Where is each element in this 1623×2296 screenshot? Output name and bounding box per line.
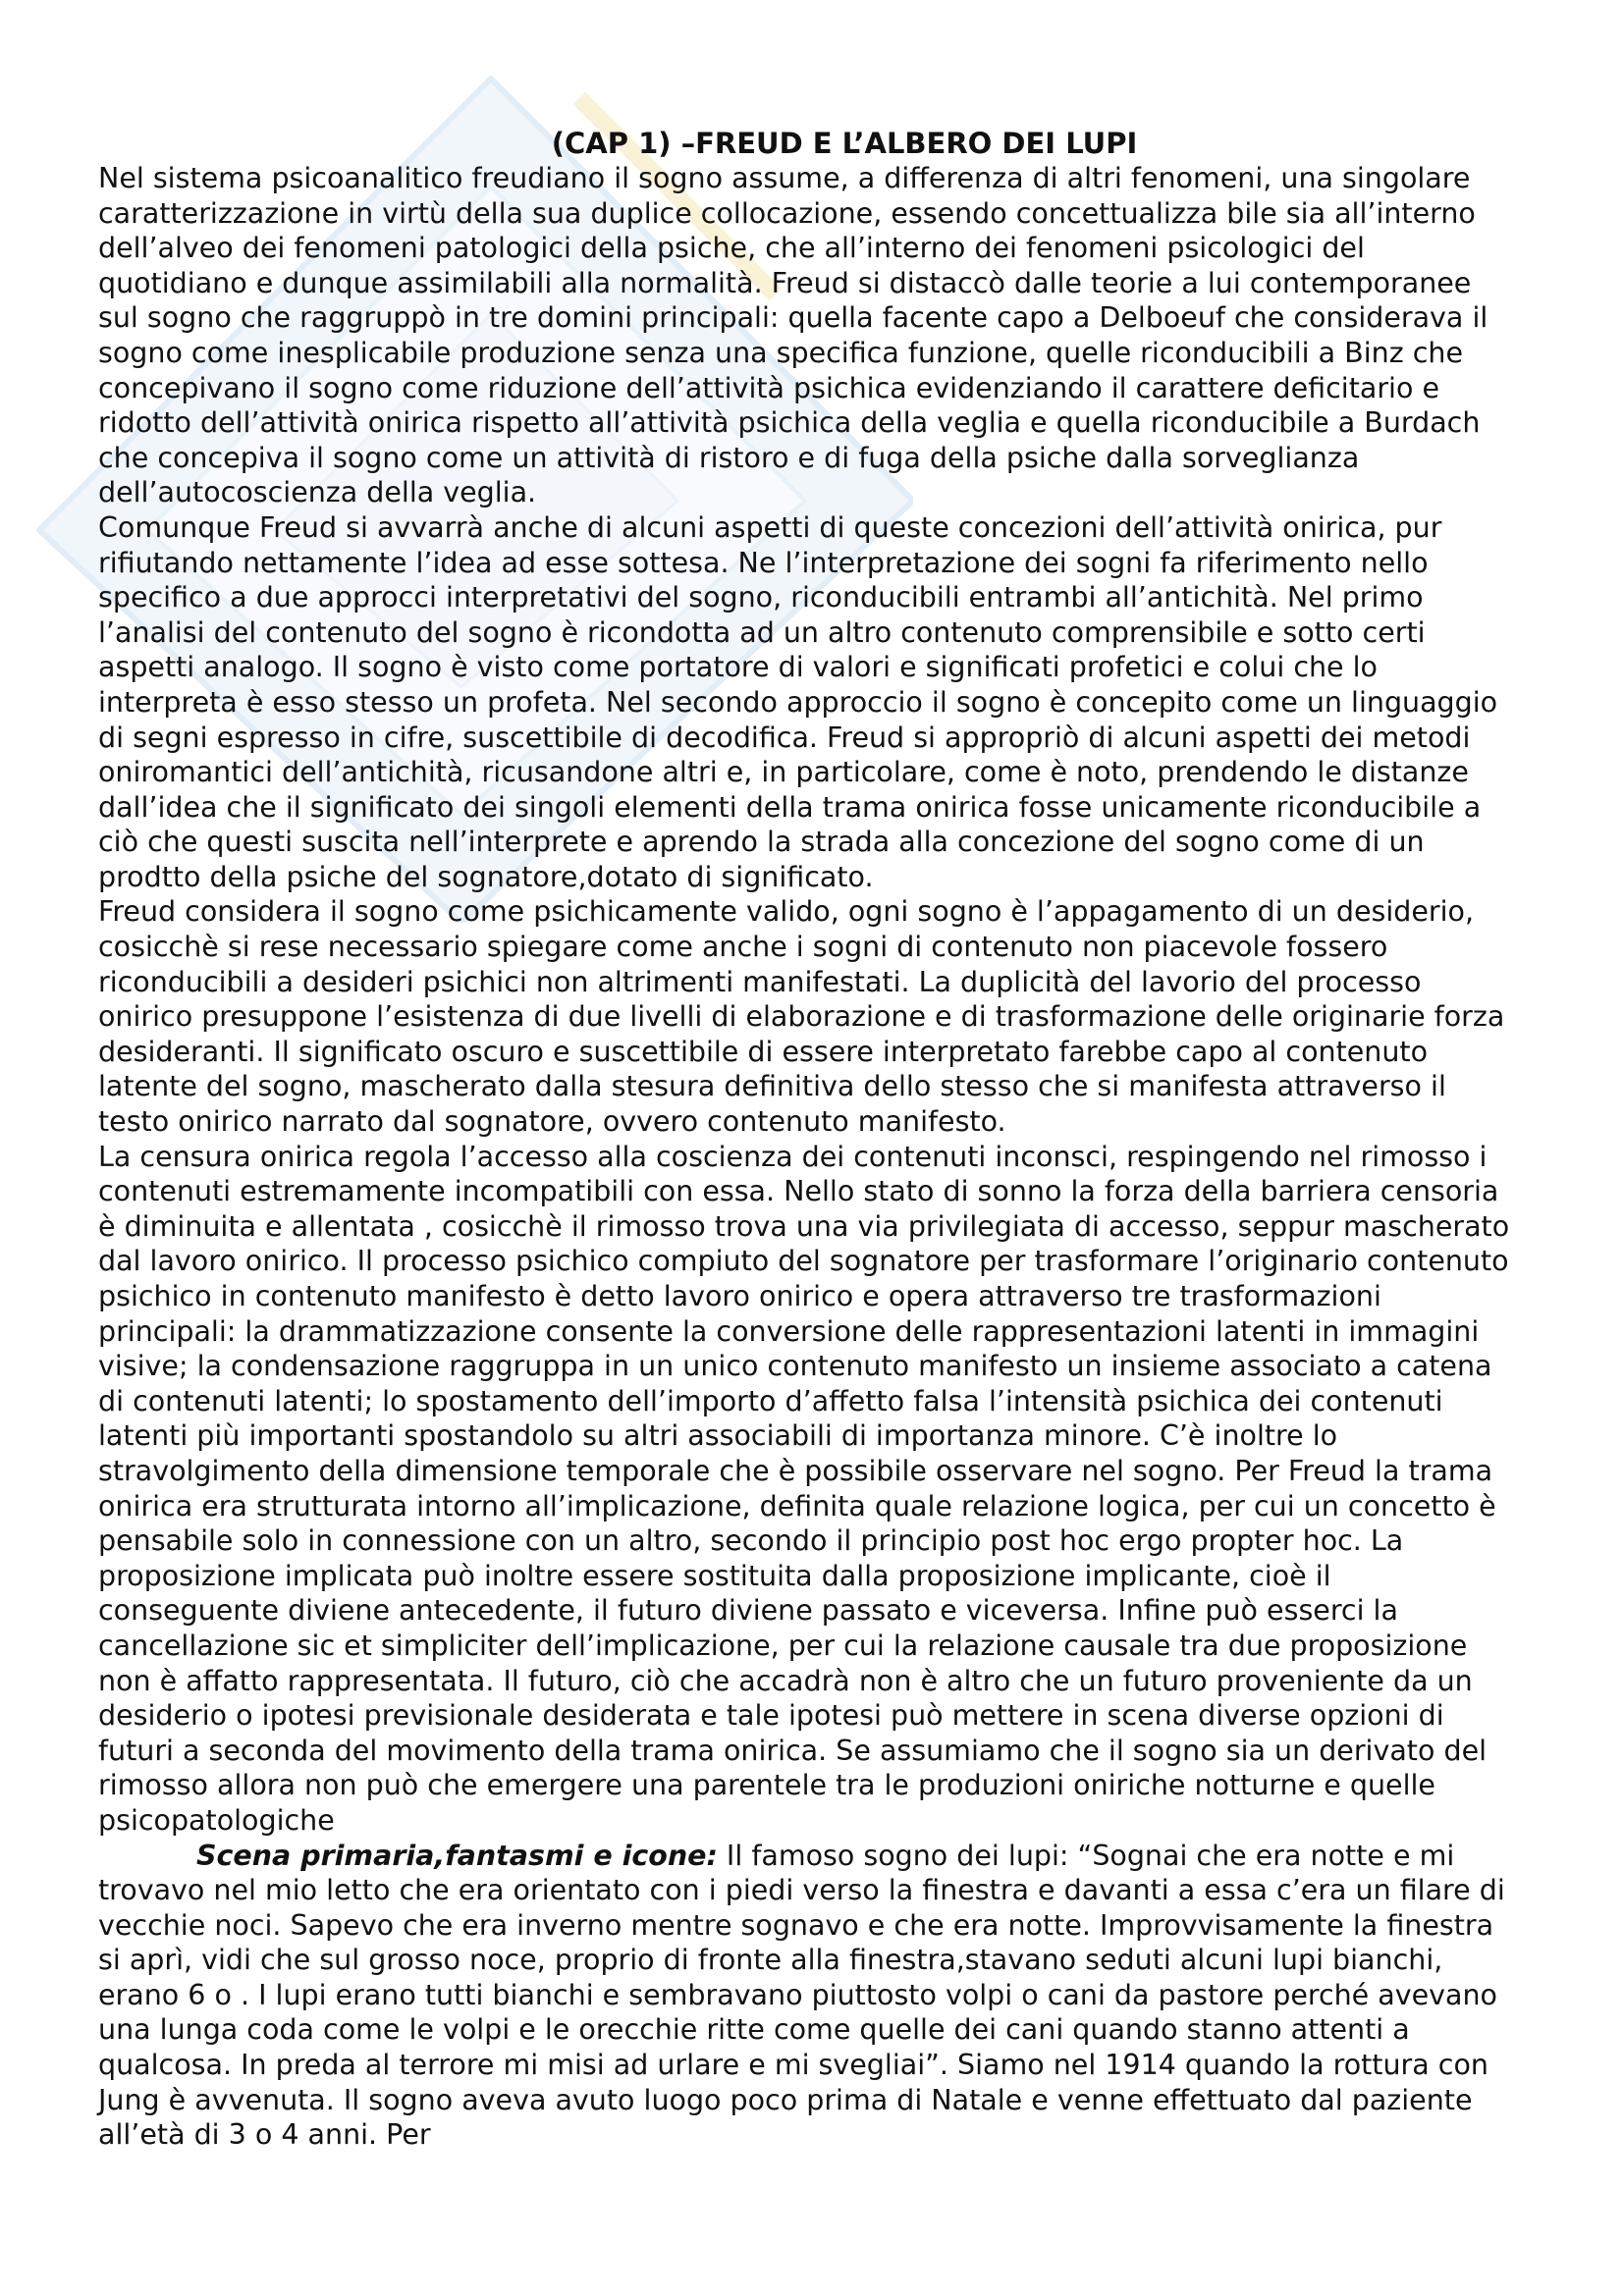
chapter-title: (CAP 1) –FREUD E L’ALBERO DEI LUPI (551, 127, 1138, 160)
paragraph-2: Comunque Freud si avvarrà anche di alcuni aspetti di queste concezioni dell’attività onirica, pur rifiutando nettamente l’idea ad esse sottesa. Ne l’interpretazione dei sogni fa riferimento nello specifico a due approcci interpretativi del sogno, riconducibili entrambi all’antichità. Nel primo l’analisi del contenuto del sogno è ricondotta ad un altro contenuto comprensibile e sotto certi aspetti analogo. Il sogno è visto come portatore di valori e significati profetici e colui che lo interpreta è esso stesso un profeta. Nel secondo approccio il sogno è concepito come un linguaggio di segni espresso in cifre, suscettibile di decodifica. Freud si appropriò di alcuni aspetti dei metodi oniromantici dell’antichità, ricusandone altri e, in particolare, come è noto, prendendo le distanze dall’idea che il significato dei singoli elementi della trama onirica fosse unicamente riconducibile a ciò che questi suscita nell’interprete e aprendo la strada alla concezione del sogno come di un prodtto della psiche del sognatore,dotato di significato. (98, 510, 1498, 893)
section-text: Il famoso sogno dei lupi: “Sognai che era notte e mi trovavo nel mio letto che era orientato con i piedi verso la finestra e davanti a essa c’era un filare di vecchie noci. Sapevo che era inverno mentre sognavo e che era notte. Improvvisamente la finestra si aprì, vidi che sul grosso noce, proprio di fronte alla finestra,stavano seduti alcuni lupi bianchi, erano 6 o . I lupi erano tutti bianchi e sembravano piuttosto volpi o cani da pastore perché avevano una lunga coda come le volpi e le orecchie ritte come quelle dei cani quando stanno attenti a qualcosa. In preda al terrore mi misi ad urlare e mi svegliai”. Siamo nel 1914 quando la rottura con Jung è avvenuta. Il sogno aveva avuto luogo poco prima di Natale e venne effettuato dal paziente all’età di 3 o 4 anni. Per (98, 1839, 1505, 2152)
section-paragraph (98, 1839, 1512, 2153)
document-page (98, 126, 1512, 2153)
paragraph-4: La censura onirica regola l’accesso alla coscienza dei contenuti inconsci, respingendo nel rimosso i contenuti estremamente incompatibili con essa. Nello stato di sonno la forza della barriera censoria è diminuita e allentata , cosicchè il rimosso trova una via privilegiata di accesso, seppur mascherato dal lavoro onirico. Il processo psichico compiuto del sognatore per trasformare l’originario contenuto psichico in contenuto manifesto è detto lavoro onirico e opera attraverso tre trasformazioni principali: la drammatizzazione consente la conversione delle rappresentazioni latenti in immagini visive; la condensazione raggruppa in un unico contenuto manifesto un insieme associato a catena di contenuti latenti; lo spostamento dell’importo d’affetto falsa l’intensità psichica dei contenuti latenti più importanti spostandolo su altri associabili di importanza minore. C’è inoltre lo stravolgimento della dimensione temporale che è possibile osservare nel sogno. Per Freud la trama onirica era strutturata intorno all’implicazione, definita quale relazione logica, per cui un concetto è pensabile solo in connessione con un altro, secondo il principio post hoc ergo propter hoc. La proposizione implicata può inoltre essere sostituita dalla proposizione implicante, cioè il conseguente diviene antecedente, il futuro diviene passato e viceversa. Infine può esserci la cancellazione sic et simpliciter dell’implicazione, per cui la relazione causale tra due proposizione non è affatto rappresentata. Il futuro, ciò che accadrà non è altro che un futuro proveniente da un desiderio o ipotesi previsionale desiderata e tale ipotesi può mettere in scena diverse opzioni di futuri a seconda del movimento della trama onirica. Se assumiamo che il sogno sia un derivato del rimosso allora non può che emergere una parentele tra le produzioni oniriche notturne e quelle psicopatologiche (98, 1140, 1510, 1837)
paragraph-3: Freud considera il sogno come psichicamente valido, ogni sogno è l’appagamento di un desiderio, cosicchè si rese necessario spiegare come anche i sogni di contenuto non piacevole fossero riconducibili a desideri psichici non altrimenti manifestati. La duplicità del lavorio del processo onirico presuppone l’esistenza di due livelli di elaborazione e di trasformazione delle originarie forza desideranti. Il significato oscuro e suscettibile di essere interpretato farebbe capo al contenuto latente del sogno, mascherato dalla stesura definitiva dello stesso che si manifesta attraverso il testo onirico narrato dal sognatore, ovvero contenuto manifesto. (98, 895, 1505, 1139)
paragraph-1: Nel sistema psicoanalitico freudiano il sogno assume, a differenza di altri fenomeni, una singolare caratterizzazione in virtù della sua duplice collocazione, essendo concettualizza bile sia all’interno dell’alveo dei fenomeni patologici della psiche, che all’interno dei fenomeni psicologici del quotidiano e dunque assimilabili alla normalità. Freud si distaccò dalle teorie a lui contemporanee sul sogno che raggruppò in tre domini principali: quella facente capo a Delboeuf che considerava il sogno come inesplicabile produzione senza una specifica funzione, quelle riconducibili a Binz che concepivano il sogno come riduzione dell’attività psichica evidenziando il carattere deficitario e ridotto dell’attività onirica rispetto all’attività psichica della veglia e quella riconducibile a Burdach che concepiva il sogno come un attività di ristoro e di fuga della psiche dalla sorveglianza dell’autocoscienza della veglia. (98, 162, 1488, 509)
section-heading: Scena primaria,fantasmi e icone: (196, 1839, 718, 1872)
